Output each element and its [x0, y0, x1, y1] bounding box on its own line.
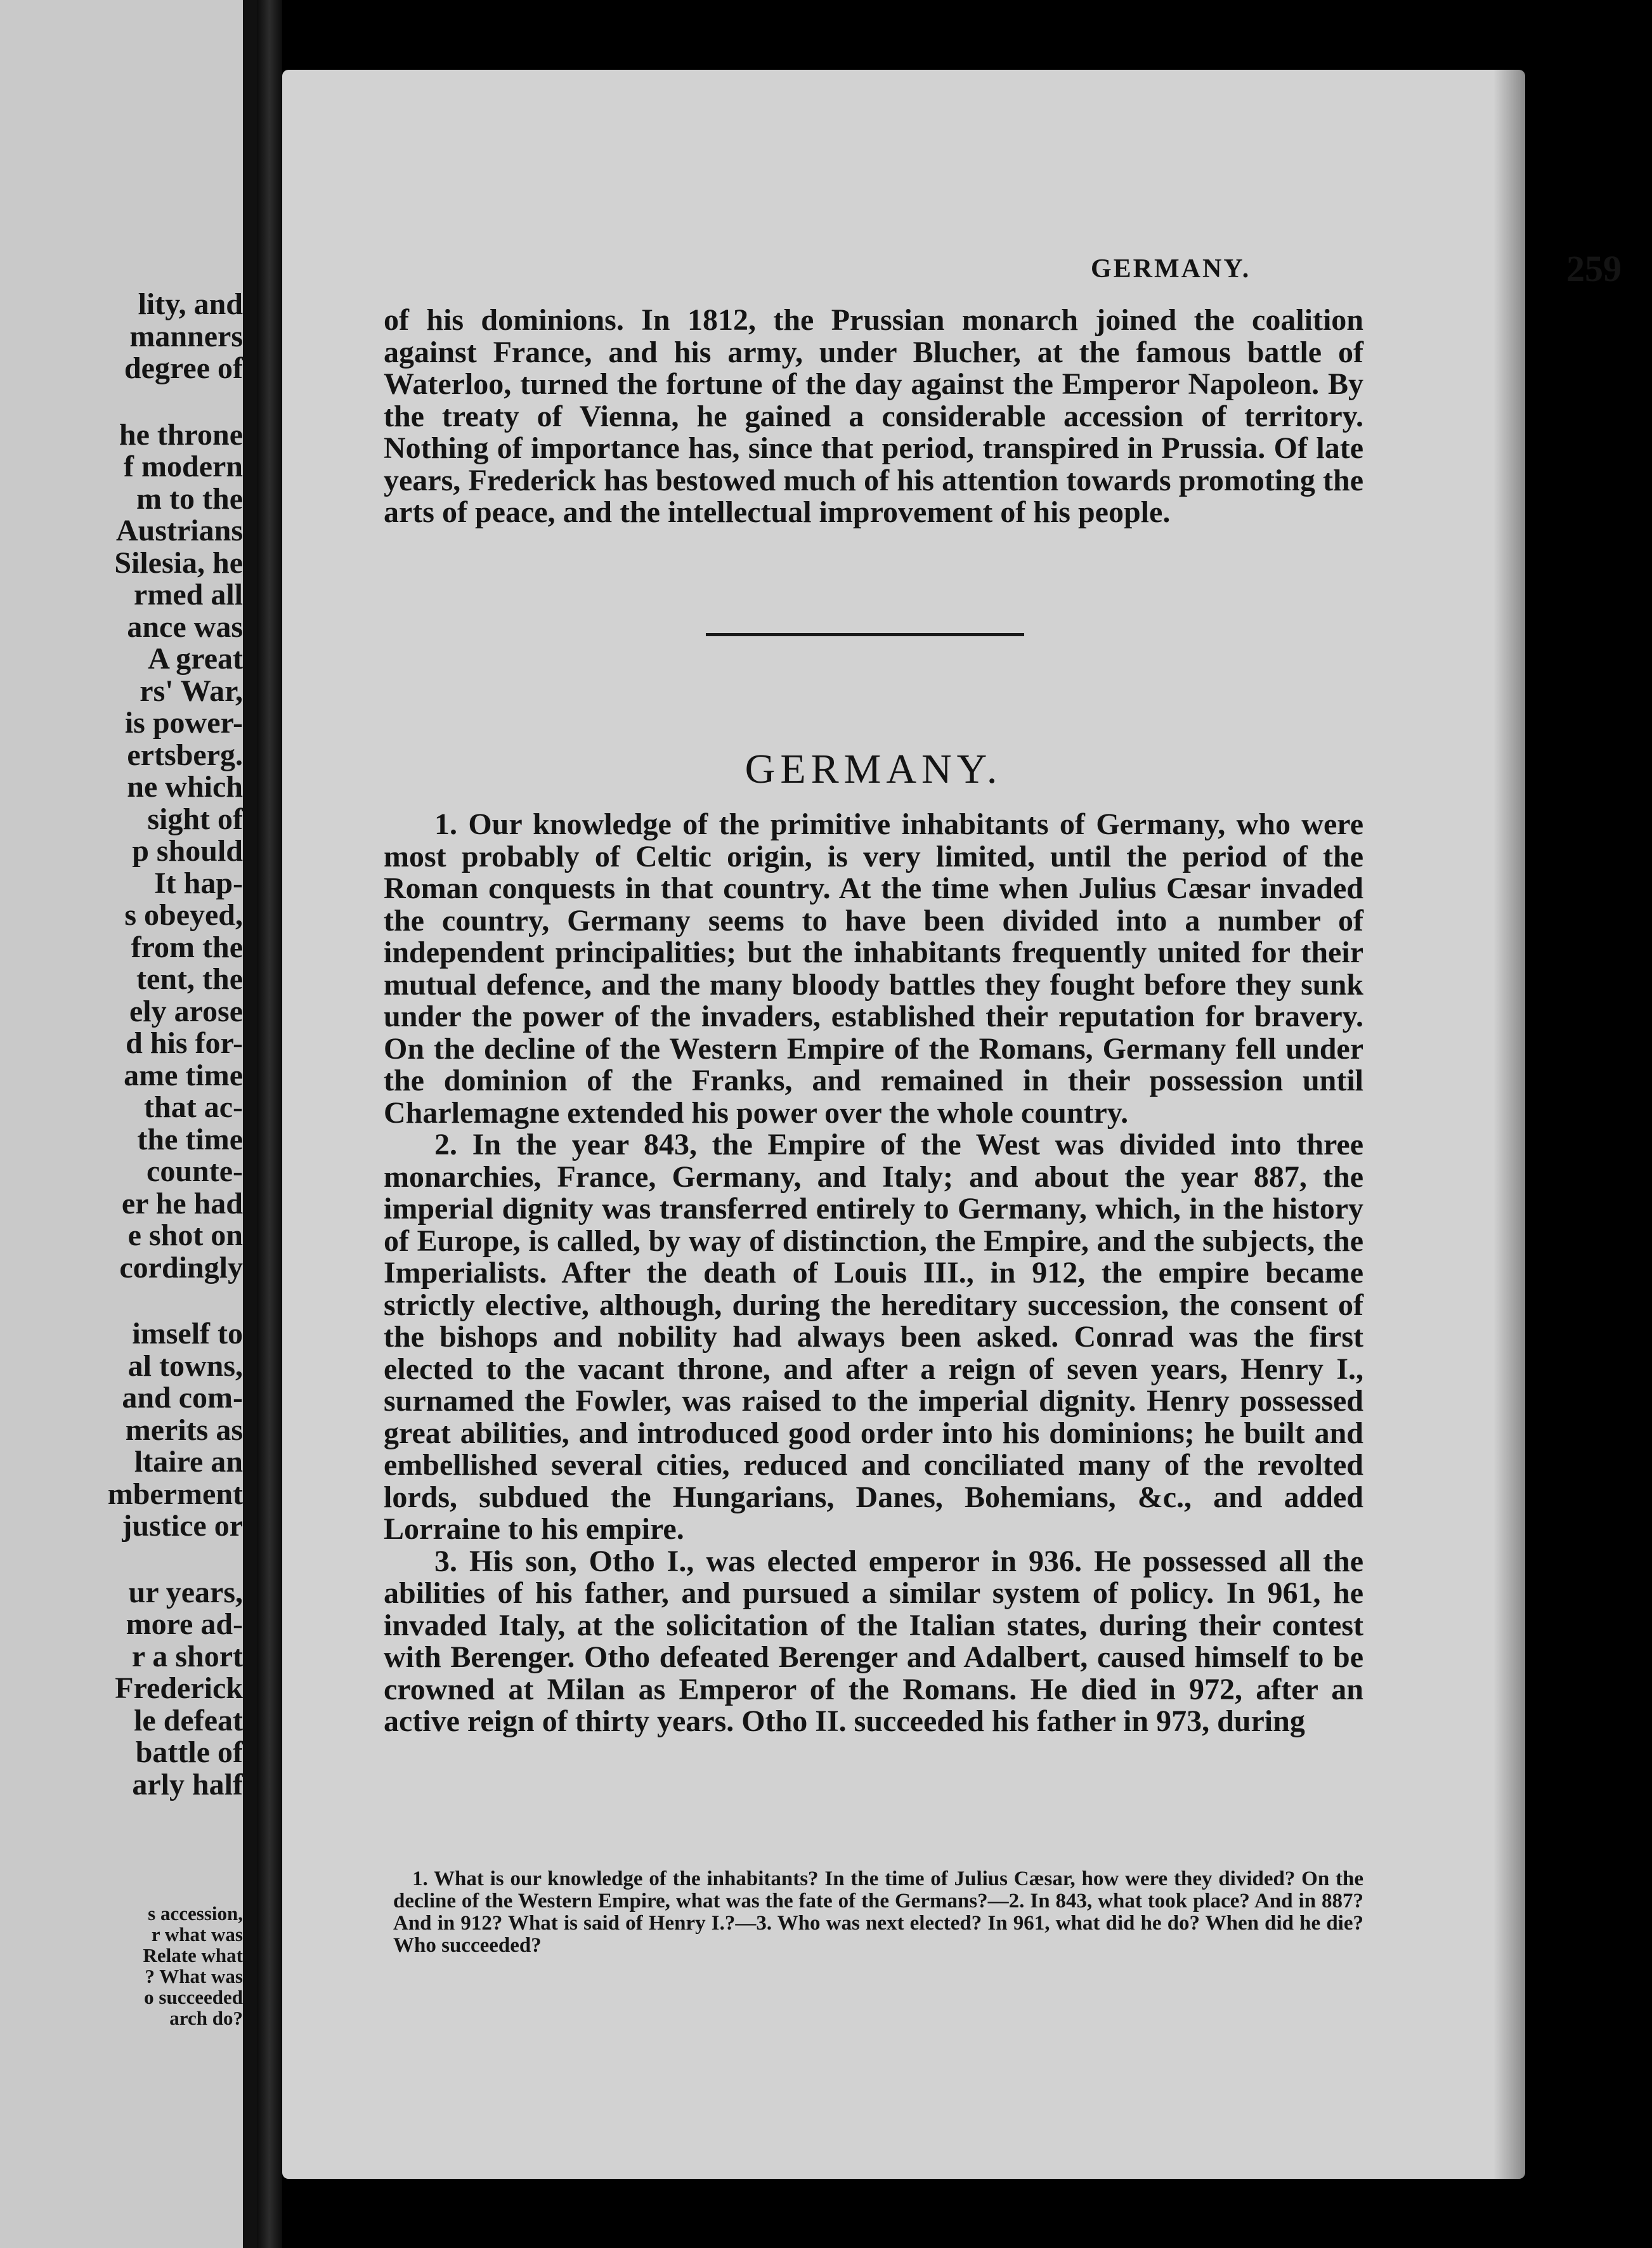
left-page-line: from the: [131, 930, 243, 964]
page-edge-shadow: [1493, 70, 1525, 2179]
left-page-line: cordingly: [119, 1250, 243, 1284]
left-page-line: r a short: [131, 1639, 243, 1673]
section-divider: [706, 633, 1024, 636]
left-page-line: more ad-: [126, 1607, 243, 1641]
left-page-note-line: o succeeded: [144, 1986, 243, 2008]
left-page-line: battle of: [135, 1735, 243, 1769]
left-page-notes: [0, 1903, 243, 2029]
running-title: GERMANY.: [1091, 254, 1251, 284]
left-gutter: [243, 0, 257, 2248]
left-page-line: [0, 1543, 243, 1577]
left-page-line: counte-: [146, 1154, 243, 1188]
left-page-line: ertsberg.: [127, 738, 243, 772]
left-page-line: al towns,: [127, 1349, 243, 1383]
intro-paragraph: of his dominions. In 1812, the Prussian monarch joined the coalition against France, and his army, under Blucher, at the famous battle of Waterloo, turned the fortune of the day against the Emperor Napoleon. By the treaty of Vienna, he gained a considerable accession of territory. Nothing of importance has, since that period, transpired in Prussia. Of late years, Frederick has bestowed much of his attention towards promoting the arts of peace, and the intellectual improvement of his people.: [384, 303, 1363, 529]
paragraph-1: 1. Our knowledge of the primitive inhabitants of Germany, who were most probably of Celtic origin, is very limited, until the period of the Roman conquests in that country. At the time when Julius Cæsar invaded the country, Germany seems to have been divided into a number of independent principalities; but the inhabitants frequently united for their mutual defence, and the many bloody battles they fought before they sunk under the power of the invaders, established their reputation for bravery. On the decline of the Western Empire of the Romans, Germany fell under the dominion of the Franks, and remained in their possession until Charlemagne extended his power over the whole country.: [384, 807, 1363, 1130]
left-page-line: Frederick: [115, 1671, 243, 1705]
right-margin: [1525, 0, 1545, 2248]
left-page-line: er he had: [121, 1186, 243, 1220]
left-page-line: mberment: [107, 1477, 243, 1511]
left-page-line: A great: [148, 642, 243, 676]
left-page-note-line: ? What was: [145, 1965, 243, 1987]
left-page-line: f modern: [124, 450, 243, 483]
left-page-line: imself to: [132, 1317, 243, 1350]
paragraph-3: 3. His son, Otho I., was elected emperor in 936. He possessed all the abilities of his father, and pursued a similar system of policy. In 961, he invaded Italy, at the solicitation of the Italian states, during their contest with Berenger. Otho defeated Berenger and Adalbert, caused himself to be crowned at Milan as Emperor of the Romans. He died in 972, after an active reign of thirty years. Otho II. succeeded his father in 973, during: [384, 1544, 1363, 1738]
left-page-line: rs' War,: [140, 674, 243, 708]
left-page-line: It hap-: [153, 866, 243, 900]
left-page-line: s obeyed,: [124, 898, 243, 932]
left-page-line: ance was: [127, 610, 243, 644]
left-page-line: rmed all: [134, 578, 243, 611]
section-title: GERMANY.: [745, 746, 1003, 792]
left-page-line: ltaire an: [134, 1445, 243, 1479]
left-page-line: m to the: [136, 481, 243, 516]
left-page-line: degree of: [124, 351, 243, 385]
running-head: [390, 248, 1652, 304]
footnote-text: 1. What is our knowledge of the inhabitants? In the time of Julius Cæsar, how were they divided? On the decline of the Western Empire, what was the fate of the Germans?—2. In 843, what took place? And in 887? And in 912? What is said of Henry I.?—3. Who was next elected? In 961, what did he do? When did he die? Who succeeded?: [393, 1867, 1363, 1957]
page-number: 259: [1566, 248, 1622, 289]
left-page-note-line: arch do?: [169, 2007, 243, 2029]
left-page-line: and com-: [122, 1381, 243, 1415]
left-page-line: tent, the: [136, 962, 243, 996]
left-page-line: ame time: [124, 1058, 243, 1092]
left-page-line: d his for-: [126, 1026, 243, 1060]
body-text: [384, 809, 1363, 1738]
left-page-line: sight of: [147, 802, 243, 836]
left-page-line: justice or: [122, 1509, 243, 1543]
left-page-line: he throne: [119, 417, 243, 452]
left-page-text: [0, 289, 243, 1801]
left-page-line: Austrians: [115, 514, 243, 547]
intro-paragraph-block: [384, 304, 1363, 529]
left-page-line: lity, and: [138, 287, 243, 321]
left-page-line: p should: [132, 834, 243, 868]
left-page-line: [0, 1284, 243, 1318]
footnote-questions: [393, 1868, 1363, 1957]
left-page-line: is power-: [124, 706, 243, 740]
left-page-note-line: Relate what: [143, 1944, 243, 1966]
left-page-note-line: r what was: [151, 1923, 243, 1945]
left-page-line: [0, 385, 243, 419]
left-page-line: the time: [137, 1122, 243, 1156]
paragraph-2: 2. In the year 843, the Empire of the West was divided into three monarchies, France, Germany, and Italy; and about the year 887, the imperial dignity was transferred entirely to Germany, which, in the history of Europe, is called, by way of distinction, the Empire, and the subjects, the Imperialists. After the death of Louis III., in 912, the empire became strictly elective, although, during the hereditary succession, the consent of the bishops and nobility had always been asked. Conrad was the first elected to the vacant throne, and after a reign of seven years, Henry I., surnamed the Fowler, was raised to the imperial dignity. Henry possessed great abilities, and introduced good order into his dominions; he built and embellished several cities, reduced and conciliated many of the revolted lords, subdued the Hungarians, Danes, Bohemians, &c., and added Lorraine to his empire.: [384, 1128, 1363, 1546]
left-page-line: Silesia, he: [114, 546, 243, 580]
left-page-line: e shot on: [127, 1219, 243, 1252]
left-page-line: ely arose: [129, 994, 243, 1028]
left-page-line: that ac-: [144, 1090, 243, 1124]
book-page: [282, 70, 1622, 2179]
left-page-line: arly half: [132, 1767, 243, 1801]
book-spine: [257, 0, 282, 2248]
left-page-fragment: [0, 0, 257, 2248]
left-page-line: le defeat: [134, 1703, 243, 1737]
left-page-line: manners: [129, 319, 243, 353]
left-page-note-line: s accession,: [148, 1902, 243, 1925]
left-page-line: merits as: [125, 1413, 243, 1447]
left-page-line: ur years,: [128, 1575, 243, 1609]
left-page-line: ne which: [127, 770, 243, 804]
